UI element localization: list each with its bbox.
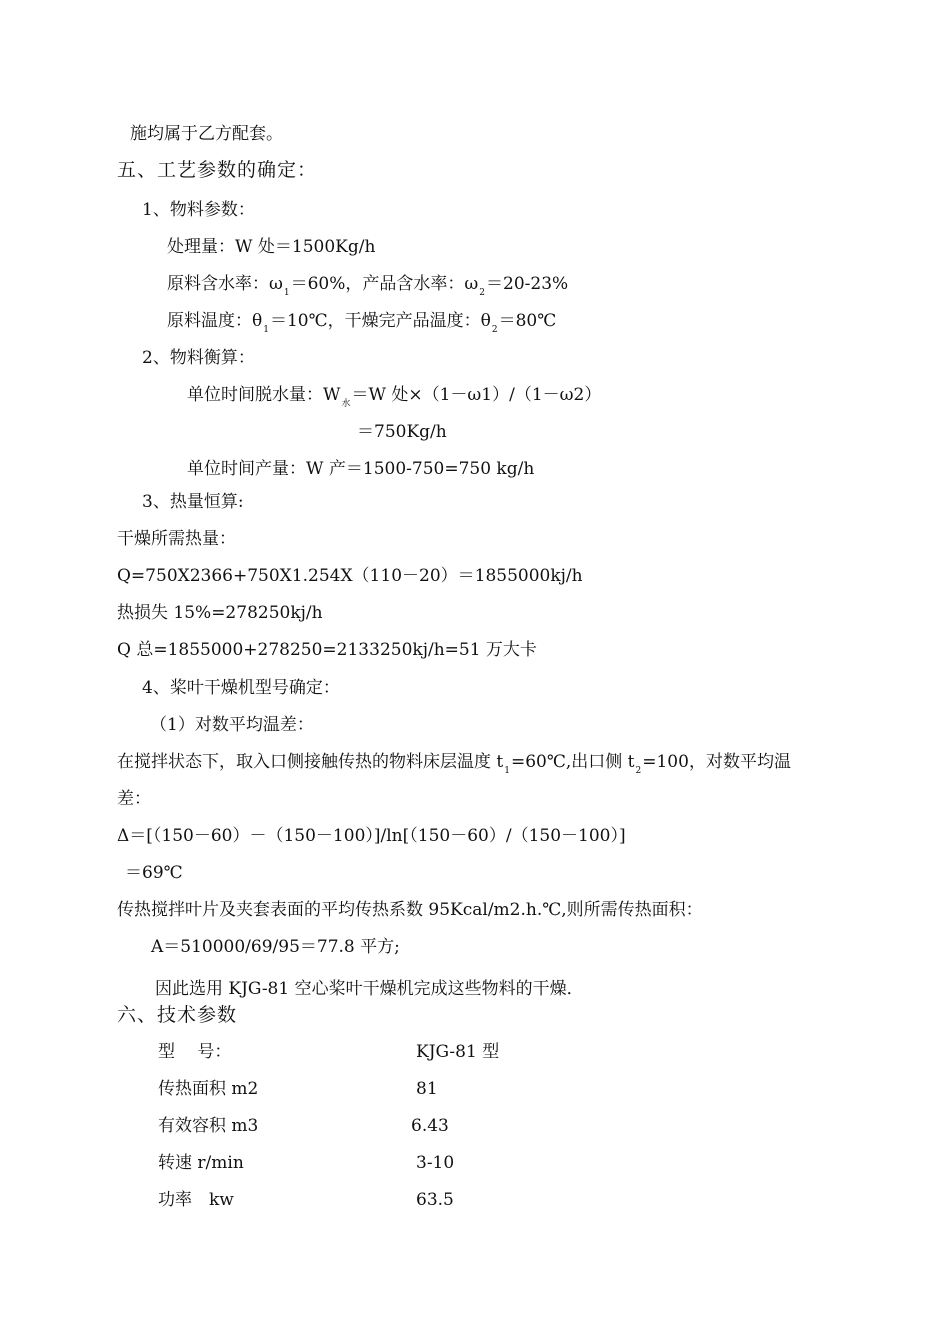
heat-loss: 热损失 15%=278250kj/h bbox=[117, 603, 323, 623]
param-value: 81 bbox=[416, 1079, 438, 1099]
output-formula: 单位时间产量：W 产＝1500-750=750 kg/h bbox=[187, 459, 535, 479]
section-heading-6: 六、技术参数 bbox=[117, 1004, 238, 1026]
model-selection: 因此选用 KJG-81 空心桨叶干燥机完成这些物料的干燥． bbox=[155, 979, 584, 999]
param-value: 3-10 bbox=[416, 1153, 455, 1173]
subheading-heat-balance: 3、热量恒算: bbox=[142, 492, 244, 512]
param-label: 功率 kw bbox=[158, 1190, 234, 1210]
dehydration-formula: 单位时间脱水量：$W_水=W$ 处×（1－ω1）/（1－ω2） bbox=[187, 385, 602, 409]
processing-capacity: 处理量：W 处＝1500Kg/h bbox=[167, 237, 376, 257]
stirring-condition-continued: 差： bbox=[117, 789, 151, 809]
dehydration-result: ＝750Kg/h bbox=[357, 422, 447, 442]
param-label: 型 号： bbox=[158, 1042, 232, 1062]
continued-text: 施均属于乙方配套。 bbox=[130, 124, 283, 144]
delta-formula: Δ＝[（150－60）－（150－100）]/ln[（150－60）/（150－100）] bbox=[117, 826, 626, 846]
param-label: 有效容积 m3 bbox=[158, 1116, 259, 1136]
param-value: 6.43 bbox=[411, 1116, 449, 1136]
area-formula: A＝510000/69/95＝77.8 平方; bbox=[151, 937, 400, 957]
heat-transfer-coefficient: 传热搅拌叶片及夹套表面的平均传热系数 95Kcal/m2.h.℃,则所需传热面积： bbox=[117, 900, 703, 920]
subheading-dryer-model: 4、桨叶干燥机型号确定： bbox=[142, 678, 340, 698]
subheading-material-balance: 2、物料衡算： bbox=[142, 348, 255, 368]
temperature-line: 原料温度：$\theta_1=10℃$，干燥完产品温度：$\theta_2=80℃$ bbox=[167, 311, 557, 335]
delta-result: ＝69℃ bbox=[125, 863, 183, 883]
param-value: 63.5 bbox=[416, 1190, 454, 1210]
stirring-condition-text: 在搅拌状态下，取入口侧接触传热的物料床层温度 $t_1=60℃$,出口侧 $t_2=100$，对数平均温 bbox=[117, 752, 791, 776]
log-mean-temp-heading: （1）对数平均温差： bbox=[150, 715, 314, 735]
param-value: KJG-81 型 bbox=[416, 1042, 500, 1062]
heat-formula: Q=750X2366+750X1.254X（110－20）＝1855000kj/h bbox=[117, 566, 583, 586]
moisture-content: 原料含水率：$\omega_1=60\%$，产品含水率：$\omega_2=20-23\%$ bbox=[167, 274, 569, 298]
section-heading-5: 五、工艺参数的确定： bbox=[117, 159, 318, 181]
total-heat: Q 总=1855000+278250=2133250kj/h=51 万大卡 bbox=[117, 640, 537, 660]
param-label: 转速 r/min bbox=[158, 1153, 244, 1173]
heat-required-label: 干燥所需热量： bbox=[117, 529, 236, 549]
subheading-material-params: 1、物料参数： bbox=[142, 200, 255, 220]
param-label: 传热面积 m2 bbox=[158, 1079, 259, 1099]
